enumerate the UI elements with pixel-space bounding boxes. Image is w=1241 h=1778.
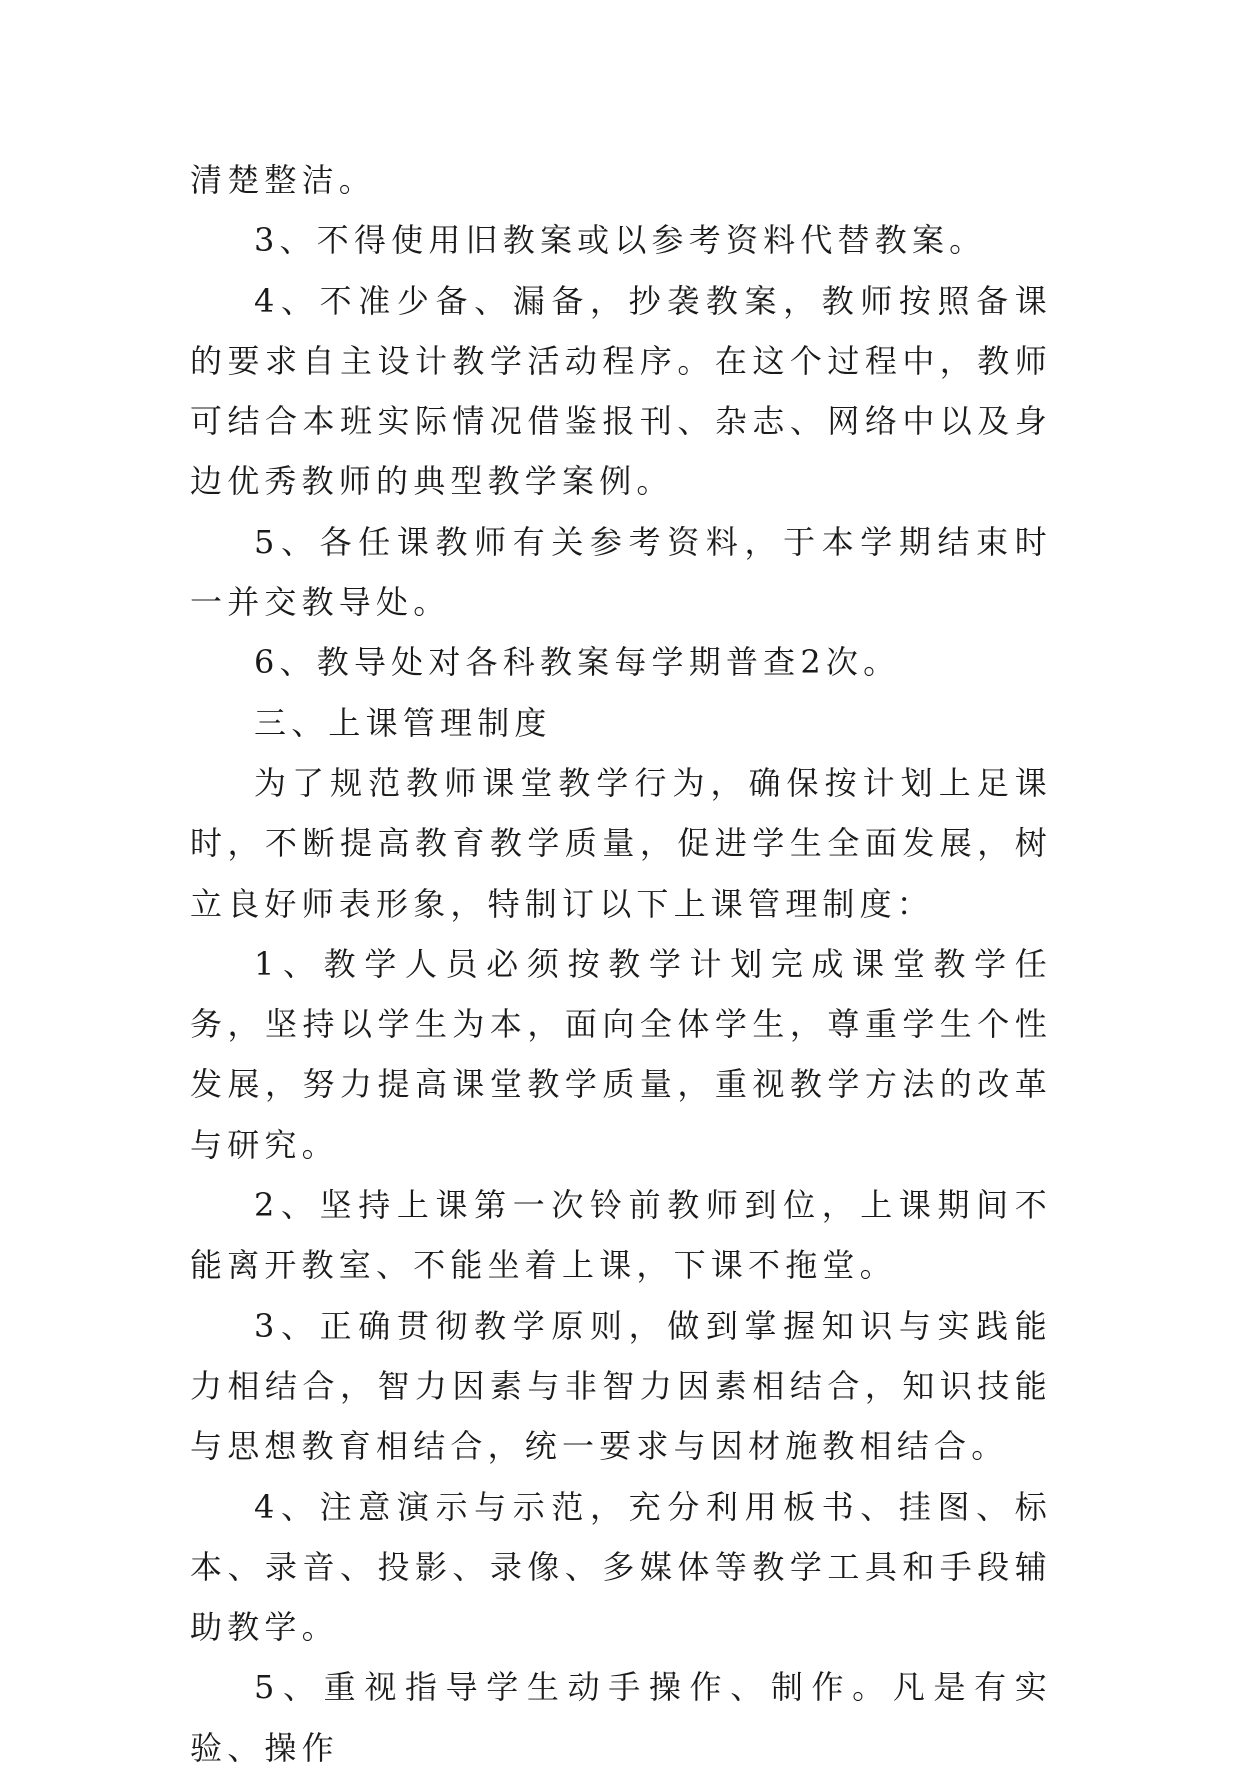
paragraph-item-3-old-lesson-plans: 3、不得使用旧教案或以参考资料代替教案。 — [254, 221, 987, 260]
document-body — [190, 150, 1052, 1778]
paragraph-continuation: 清楚整洁。 — [190, 161, 377, 199]
paragraph-rule-3-principles: 3、正确贯彻教学原则，做到掌握知识与实践能力相结合，智力因素与非智力因素相结合，知识技能与思想教育相结合，统一要求与因材施教相结合。 — [190, 1306, 1052, 1466]
paragraph-rule-1-teaching-plan: 1、教学人员必须按教学计划完成课堂教学任务，坚持以学生为本，面向全体学生，尊重学生个性发展，努力提高课堂教学质量，重视教学方法的改革与研究。 — [190, 944, 1052, 1164]
paragraph-item-6-inspection: 6、教导处对各科教案每学期普查2次。 — [254, 643, 901, 682]
paragraph-item-5-reference-materials: 5、各任课教师有关参考资料，于本学期结束时一并交教导处。 — [190, 522, 1052, 622]
paragraph-rule-5-hands-on: 5、重视指导学生动手操作、制作。凡是有实验、操作 — [190, 1668, 1052, 1767]
paragraph-item-4-no-copying: 4、不准少备、漏备，抄袭教案，教师按照备课的要求自主设计教学活动程序。在这个过程中，教师可结合本班实际情况借鉴报刊、杂志、网络中以及身边优秀教师的典型教学案例。 — [190, 281, 1052, 501]
paragraph-rule-4-demonstration: 4、注意演示与示范，充分利用板书、挂图、标本、录音、投影、录像、多媒体等教学工具和手段辅助教学。 — [190, 1487, 1052, 1647]
paragraph-section-intro: 为了规范教师课堂教学行为，确保按计划上足课时，不断提高教育教学质量，促进学生全面发展，树立良好师表形象，特制订以下上课管理制度： — [190, 763, 1052, 923]
section-heading-class-management: 三、上课管理制度 — [254, 703, 552, 742]
paragraph-rule-2-punctuality: 2、坚持上课第一次铃前教师到位，上课期间不能离开教室、不能坐着上课，下课不拖堂。 — [190, 1186, 1052, 1285]
